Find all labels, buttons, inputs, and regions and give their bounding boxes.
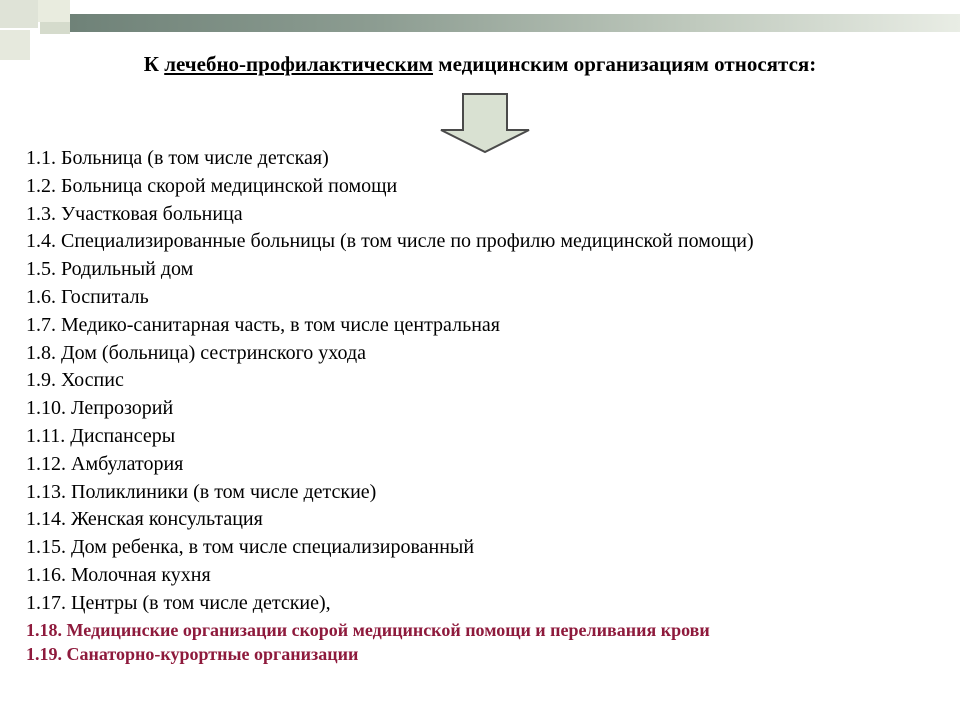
list-item: 1.1. Больница (в том числе детская) bbox=[26, 147, 329, 169]
decor-square bbox=[40, 22, 70, 34]
list-item: 1.10. Лепрозорий bbox=[26, 397, 174, 420]
slide-title bbox=[0, 52, 960, 77]
organization-list bbox=[26, 145, 754, 666]
list-item: 1.15. Дом ребенка, в том числе специализированный bbox=[26, 536, 475, 559]
list-item: 1.4. Специализированные больницы (в том числе по профилю медицинской помощи) bbox=[26, 230, 754, 253]
list-item: 1.6. Госпиталь bbox=[26, 285, 149, 308]
title-suffix: медицинским организациям относятся: bbox=[433, 52, 817, 76]
list-item: 1.8. Дом (больница) сестринского ухода bbox=[26, 341, 366, 364]
list-item-highlighted: 1.19. Санаторно-курортные организации bbox=[26, 643, 359, 664]
title-underlined: лечебно-профилактическим bbox=[164, 52, 434, 76]
list-item: 1.9. Хоспис bbox=[26, 369, 124, 392]
list-item: 1.11. Диспансеры bbox=[26, 424, 176, 447]
list-item: 1.5. Родильный дом bbox=[26, 258, 194, 281]
list-item-highlighted: 1.18. Медицинские организации скорой медицинской помощи и переливания крови bbox=[26, 619, 710, 640]
decor-square bbox=[0, 0, 38, 28]
decor-square bbox=[38, 0, 70, 22]
list-item: 1.16. Молочная кухня bbox=[26, 563, 211, 586]
list-item: 1.14. Женская консультация bbox=[26, 508, 263, 531]
list-item: 1.13. Поликлиники (в том числе детские) bbox=[26, 480, 377, 503]
list-item: 1.17. Центры (в том числе детские), bbox=[26, 591, 331, 614]
title-prefix: К bbox=[143, 52, 165, 76]
header-gradient-bar bbox=[70, 14, 960, 32]
list-item: 1.12. Амбулатория bbox=[26, 452, 184, 475]
list-item: 1.3. Участковая больница bbox=[26, 202, 243, 225]
list-item: 1.7. Медико-санитарная часть, в том числе центральная bbox=[26, 313, 500, 336]
list-item: 1.2. Больница скорой медицинской помощи bbox=[26, 174, 398, 197]
